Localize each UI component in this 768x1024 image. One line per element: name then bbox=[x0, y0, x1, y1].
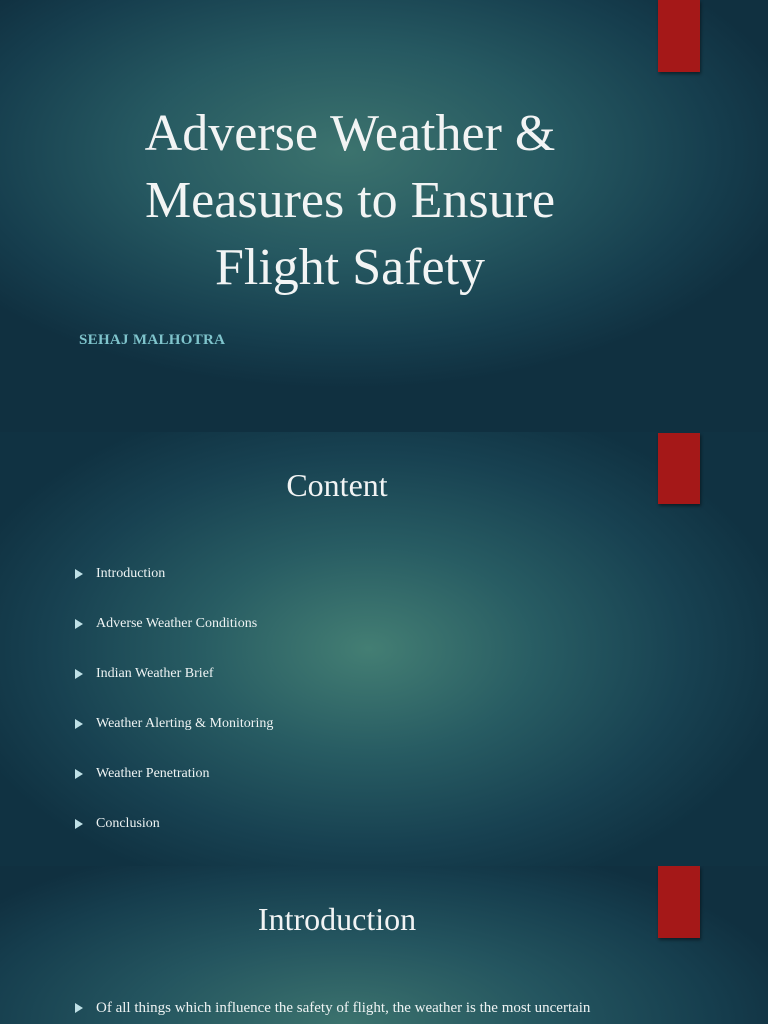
list-item-text: Indian Weather Brief bbox=[96, 666, 214, 681]
triangle-bullet-icon bbox=[75, 819, 83, 829]
slide-heading: Introduction bbox=[257, 901, 417, 937]
list-item-text: Adverse Weather Conditions bbox=[96, 616, 258, 631]
presentation-title: Adverse Weather & Measures to Ensure Flight Safety bbox=[144, 105, 556, 296]
content-slide bbox=[0, 432, 768, 866]
title-slide bbox=[0, 0, 768, 432]
triangle-bullet-icon bbox=[75, 569, 83, 579]
introduction-slide bbox=[0, 866, 768, 1024]
triangle-bullet-icon bbox=[75, 769, 83, 779]
list-item-text: Weather Penetration bbox=[96, 766, 210, 781]
list-item-text: Conclusion bbox=[96, 816, 160, 831]
list-item-text: Of all things which influence the safety of flight, the weather is the most uncertain bbox=[96, 1000, 591, 1016]
red-accent-bar bbox=[658, 0, 700, 72]
triangle-bullet-icon bbox=[75, 719, 83, 729]
list-item-text: Weather Alerting & Monitoring bbox=[96, 716, 274, 731]
slide-heading: Content bbox=[286, 467, 388, 503]
author-name: SEHAJ MALHOTRA bbox=[79, 332, 226, 348]
triangle-bullet-icon bbox=[75, 1003, 83, 1013]
triangle-bullet-icon bbox=[75, 619, 83, 629]
list-item-text: Introduction bbox=[96, 566, 166, 581]
triangle-bullet-icon bbox=[75, 669, 83, 679]
